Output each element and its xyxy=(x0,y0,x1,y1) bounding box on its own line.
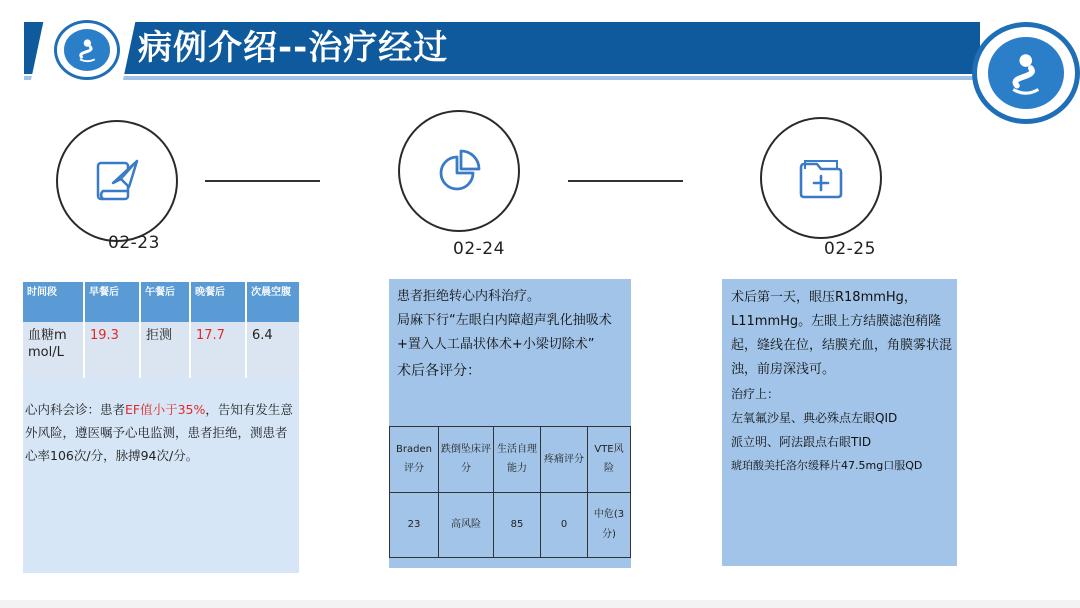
bottom-bar xyxy=(0,600,1080,608)
date-label: 02-25 xyxy=(824,239,876,259)
postop-score-table xyxy=(389,426,631,558)
table-header-cell: 疼痛评分 xyxy=(541,427,588,493)
date-label: 02-24 xyxy=(453,239,505,259)
consult-note xyxy=(25,398,297,467)
logo-emblem-icon xyxy=(999,48,1053,98)
consult-suffix: ，告知有发生意外风险，遵医嘱予心电监测，患者拒绝，测患者心率106次/分，脉搏94次/分。 xyxy=(25,402,293,463)
table-cell: 0 xyxy=(541,492,588,558)
medical-folder-icon xyxy=(793,150,849,206)
pie-chart-icon xyxy=(431,143,487,199)
table-row xyxy=(390,492,631,558)
table-cell: 6.4 xyxy=(246,322,299,378)
day2-text xyxy=(397,285,627,383)
timeline-connector xyxy=(205,180,320,182)
day2-line: 术后各评分： xyxy=(397,363,481,379)
table-header-row xyxy=(23,282,299,322)
logo-emblem-icon xyxy=(71,35,104,64)
scroll-paper-plane-icon xyxy=(89,153,145,209)
day3-line: 派立明、阿法跟点右眼TID xyxy=(731,435,872,449)
step-circle-1 xyxy=(56,120,178,242)
table-header-cell: 早餐后 xyxy=(84,282,140,322)
table-cell: 85 xyxy=(494,492,541,558)
table-header-cell: 晚餐后 xyxy=(190,282,246,322)
table-header-cell: Braden评分 xyxy=(390,427,439,493)
table-cell: 23 xyxy=(390,492,439,558)
date-label: 02-23 xyxy=(108,233,160,253)
table-cell: 19.3 xyxy=(84,322,140,378)
day3-line: 术后第一天，眼压R18mmHg，L11mmHg。左眼上方结膜滤泡稍隆起，缝线在位，结膜充血，角膜雾状混浊，前房深浅可。 xyxy=(731,290,953,377)
table-cell: 血糖mmol/L xyxy=(23,322,84,378)
step-circle-3 xyxy=(760,117,882,239)
step-circle-2 xyxy=(398,110,520,232)
header-stripe xyxy=(24,76,980,80)
table-row xyxy=(23,322,299,378)
blood-sugar-table xyxy=(23,282,299,378)
table-header-cell: VTE风险 xyxy=(588,427,631,493)
table-header-row xyxy=(390,427,631,493)
table-header-cell: 跌倒坠床评分 xyxy=(439,427,494,493)
table-header-cell: 生活自理能力 xyxy=(494,427,541,493)
day3-line: 治疗上： xyxy=(731,387,780,401)
day2-line: 局麻下行“左眼白内障超声乳化抽吸术+置入人工晶状体术+小梁切除术” xyxy=(397,313,612,352)
table-cell: 17.7 xyxy=(190,322,246,378)
timeline-connector xyxy=(568,180,683,182)
day3-line: 左氧氟沙星、典必殊点左眼QID xyxy=(731,411,898,425)
hospital-logo-right xyxy=(972,22,1080,124)
table-header-cell: 时间段 xyxy=(23,282,84,322)
day2-line: 患者拒绝转心内科治疗。 xyxy=(397,289,541,304)
day3-line: 琥珀酸美托洛尔缓释片47.5mg口服QD xyxy=(731,459,923,472)
table-cell: 高风险 xyxy=(439,492,494,558)
consult-prefix: 心内科会诊：患者 xyxy=(25,402,126,417)
hospital-logo-left xyxy=(54,20,120,80)
day3-text xyxy=(731,286,953,478)
table-cell: 拒测 xyxy=(140,322,190,378)
table-header-cell: 次晨空腹 xyxy=(246,282,299,322)
table-header-cell: 午餐后 xyxy=(140,282,190,322)
table-cell: 中危(3分) xyxy=(588,492,631,558)
page-title: 病例介绍--治疗经过 xyxy=(138,28,449,68)
consult-highlight: EF值小于35% xyxy=(125,402,206,417)
